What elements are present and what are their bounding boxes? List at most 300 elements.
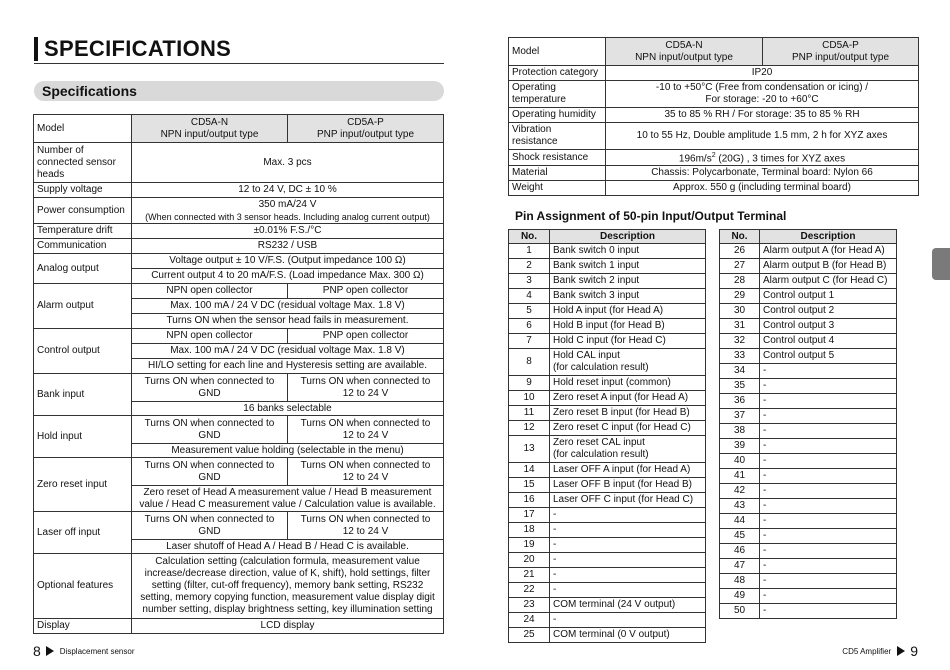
table-row	[34, 554, 444, 619]
table-row	[720, 589, 897, 604]
spec-value: Approx. 550 g (including terminal board)	[606, 181, 919, 196]
pin-description	[760, 289, 897, 304]
table-row	[509, 81, 919, 108]
pin-description-line: -	[763, 455, 767, 466]
table-row	[34, 239, 444, 254]
pin-description-line: -	[763, 470, 767, 481]
pin-number: 33	[720, 349, 760, 364]
pin-description-line: -	[763, 410, 767, 421]
pin-number: 44	[720, 514, 760, 529]
pin-number: 28	[720, 274, 760, 289]
spec-value: 16 banks selectable	[132, 402, 444, 416]
table-row	[720, 574, 897, 589]
pin-description-line: Alarm output B (for Head B)	[763, 260, 887, 271]
pin-number: 2	[509, 259, 550, 274]
pin-description-line: Hold CAL input	[553, 350, 620, 361]
pin-number: 31	[720, 319, 760, 334]
pin-description-line: Hold reset input (common)	[553, 377, 671, 388]
p-type: PNP input/output type	[791, 51, 890, 63]
pin-description-line: Control output 4	[763, 335, 835, 346]
shock-exponent: 2	[711, 152, 716, 159]
pin-number: 39	[720, 439, 760, 454]
table-row	[720, 469, 897, 484]
shock-value-rest: (20G) , 3 times for XYZ axes	[715, 153, 846, 165]
pin-number: 42	[720, 484, 760, 499]
spec-label	[509, 123, 606, 150]
table-row	[509, 421, 706, 436]
p-model-header	[763, 38, 919, 66]
pin-section-title: Pin Assignment of 50-pin Input/Output Terminal	[515, 209, 787, 223]
heading-bar	[34, 37, 38, 61]
spec-value	[606, 81, 919, 108]
pin-number: 13	[509, 436, 550, 463]
pin-description-line: Control output 5	[763, 350, 835, 361]
table-row	[509, 259, 706, 274]
pin-header-row	[720, 230, 897, 244]
section-header	[34, 81, 444, 101]
spec-label: Operating humidity	[509, 108, 606, 123]
spec-value: NPN open collector	[132, 329, 288, 344]
zero-note-line2: value / Head C measurement value / Calculation value is available.	[139, 498, 436, 510]
n-type: NPN input/output type	[635, 51, 733, 63]
pin-description-line: -	[763, 365, 767, 376]
table-row	[720, 379, 897, 394]
bank-n-line1: Turns ON when connected to	[144, 375, 275, 387]
pin-description	[760, 394, 897, 409]
p-model-header	[288, 115, 444, 143]
table-row	[509, 123, 919, 150]
op-temp-label-line2: temperature	[512, 94, 566, 105]
pin-description-line: -	[553, 569, 557, 580]
spec-value: IP20	[606, 66, 919, 81]
spec-value	[606, 150, 919, 166]
table-row	[509, 583, 706, 598]
pin-description	[550, 304, 706, 319]
spec-value: 10 to 55 Hz, Double amplitude 1.5 mm, 2 h for XYZ axes	[606, 123, 919, 150]
table-row	[720, 319, 897, 334]
spec-value: Max. 100 mA / 24 V DC (residual voltage Max. 1.8 V)	[132, 299, 444, 314]
zero-p-line1: Turns ON when connected to	[300, 459, 431, 471]
pin-number: 7	[509, 334, 550, 349]
pin-description	[550, 568, 706, 583]
pin-number: 6	[509, 319, 550, 334]
pin-number: 1	[509, 244, 550, 259]
spec-value: Max. 100 mA / 24 V DC (residual voltage Max. 1.8 V)	[132, 344, 444, 359]
spec-value: RS232 / USB	[132, 239, 444, 254]
table-row	[509, 274, 706, 289]
pin-description	[760, 244, 897, 259]
pin-number: 21	[509, 568, 550, 583]
table-row	[509, 38, 919, 66]
spec-label: Power consumption	[34, 198, 132, 224]
laser-n-line2: GND	[198, 525, 221, 537]
n-model-header	[606, 38, 763, 66]
pin-number: 14	[509, 463, 550, 478]
pin-description	[550, 376, 706, 391]
spec-value: Turns ON when the sensor head fails in measurement.	[132, 314, 444, 329]
footer-text-left: Displacement sensor	[59, 646, 135, 656]
spec-label: Material	[509, 166, 606, 181]
page-number-left: 8	[33, 643, 41, 659]
pin-description-line: -	[553, 539, 557, 550]
pin-description	[760, 274, 897, 289]
pin-description-line: Hold C input (for Head C)	[553, 335, 666, 346]
pin-description	[760, 259, 897, 274]
pin-description-line: -	[553, 584, 557, 595]
table-row	[720, 364, 897, 379]
pin-description-line: Bank switch 0 input	[553, 245, 640, 256]
pin-description-line: Bank switch 2 input	[553, 275, 640, 286]
p-model: CD5A-P	[347, 116, 384, 128]
table-row	[509, 108, 919, 123]
pin-description	[550, 391, 706, 406]
pin-description	[550, 523, 706, 538]
pin-number: 20	[509, 553, 550, 568]
pin-number: 10	[509, 391, 550, 406]
pin-description	[760, 604, 897, 619]
pin-description-line: Zero reset CAL input	[553, 437, 645, 448]
pin-description	[550, 274, 706, 289]
spec-value: PNP open collector	[288, 284, 444, 299]
zero-note-line1: Zero reset of Head A measurement value / Head B measurement	[143, 486, 432, 498]
pin-description	[550, 508, 706, 523]
page-title: SPECIFICATIONS	[44, 36, 232, 61]
pin-description	[550, 493, 706, 508]
pin-description-line: -	[763, 395, 767, 406]
table-row	[34, 183, 444, 198]
spec-table-right	[508, 37, 919, 196]
title-rule	[34, 63, 444, 64]
hold-p-line1: Turns ON when connected to	[300, 417, 431, 429]
spec-value	[132, 458, 288, 486]
pin-number: 29	[720, 289, 760, 304]
pin-description	[760, 319, 897, 334]
pin-number: 43	[720, 499, 760, 514]
table-row	[509, 166, 919, 181]
pin-description-line: Hold A input (for Head A)	[553, 305, 664, 316]
pin-description	[760, 439, 897, 454]
pin-description-line: (for calculation result)	[553, 362, 649, 373]
pin-desc-header: Description	[760, 230, 897, 244]
pin-number: 9	[509, 376, 550, 391]
table-row	[509, 478, 706, 493]
table-row	[34, 374, 444, 402]
laser-n-line1: Turns ON when connected to	[144, 513, 275, 525]
table-row	[720, 394, 897, 409]
spec-value: 35 to 85 % RH / For storage: 35 to 85 % RH	[606, 108, 919, 123]
table-row	[720, 349, 897, 364]
table-row	[720, 484, 897, 499]
spec-value: PNP open collector	[288, 329, 444, 344]
spec-value	[132, 416, 288, 444]
pin-description-line: -	[763, 530, 767, 541]
spec-label	[509, 81, 606, 108]
pin-description-line: -	[763, 545, 767, 556]
pin-description	[760, 529, 897, 544]
spec-label: Protection category	[509, 66, 606, 81]
spec-label: Analog output	[34, 254, 132, 284]
pin-no-header: No.	[720, 230, 760, 244]
table-row	[720, 559, 897, 574]
pin-description	[760, 574, 897, 589]
pin-number: 17	[509, 508, 550, 523]
footer-right	[842, 643, 918, 659]
pin-description	[550, 628, 706, 643]
table-row	[509, 150, 919, 166]
table-row	[509, 538, 706, 553]
table-row	[34, 198, 444, 224]
spec-value	[132, 198, 444, 224]
spec-value: Laser shutoff of Head A / Head B / Head C is available.	[132, 540, 444, 554]
pin-description	[550, 319, 706, 334]
pin-description	[550, 538, 706, 553]
pin-description	[760, 514, 897, 529]
pin-number: 8	[509, 349, 550, 376]
vibration-label-line1: Vibration	[512, 124, 552, 135]
pin-description-line: -	[553, 524, 557, 535]
spec-value: Current output 4 to 20 mA/F.S. (Load impedance Max. 300 Ω)	[132, 269, 444, 284]
pin-description	[550, 244, 706, 259]
table-row	[34, 416, 444, 444]
section-title: Specifications	[42, 83, 137, 99]
table-row	[720, 424, 897, 439]
pin-description	[760, 559, 897, 574]
pin-desc-header: Description	[550, 230, 706, 244]
pin-description-line: -	[553, 614, 557, 625]
table-row	[34, 115, 444, 143]
pin-description	[760, 484, 897, 499]
spec-label: Control output	[34, 329, 132, 374]
pin-description-line: -	[553, 509, 557, 520]
pin-number: 18	[509, 523, 550, 538]
table-row	[720, 544, 897, 559]
pin-number: 27	[720, 259, 760, 274]
pin-description-line: -	[763, 500, 767, 511]
table-row	[509, 349, 706, 376]
pin-description-line: COM terminal (0 V output)	[553, 629, 670, 640]
pin-description-line: Zero reset A input (for Head A)	[553, 392, 689, 403]
p-type: PNP input/output type	[316, 128, 415, 140]
zero-n-line2: GND	[198, 471, 221, 483]
pin-number: 35	[720, 379, 760, 394]
triangle-right-icon	[897, 646, 905, 656]
n-model-header	[132, 115, 288, 143]
pin-number: 38	[720, 424, 760, 439]
spec-label: Hold input	[34, 416, 132, 458]
pin-description	[550, 289, 706, 304]
table-row	[720, 334, 897, 349]
optional-line: Calculation setting (calculation formula, measurement value	[155, 556, 420, 567]
table-row	[720, 259, 897, 274]
pin-description	[550, 406, 706, 421]
pin-description	[550, 436, 706, 463]
spec-value	[288, 374, 444, 402]
table-row	[720, 529, 897, 544]
table-row	[720, 514, 897, 529]
zero-p-line2: 12 to 24 V	[342, 471, 389, 483]
spec-label: Laser off input	[34, 512, 132, 554]
pin-description	[760, 454, 897, 469]
pin-description-line: -	[553, 554, 557, 565]
pin-description-line: -	[763, 605, 767, 616]
pin-description-line: Alarm output C (for Head C)	[763, 275, 888, 286]
optional-line: increase/decrease direction, value of K, shift), hold settings, filter	[144, 568, 431, 579]
table-row	[720, 274, 897, 289]
n-model: CD5A-N	[665, 39, 703, 51]
pin-description	[760, 304, 897, 319]
pin-number: 3	[509, 274, 550, 289]
pin-description-line: -	[763, 590, 767, 601]
footer-text-right: CD5 Amplifier	[842, 646, 892, 656]
pin-number: 4	[509, 289, 550, 304]
table-row	[509, 244, 706, 259]
optional-line: setting, memory copying function, measurement value display digit	[140, 592, 435, 603]
laser-p-line1: Turns ON when connected to	[300, 513, 431, 525]
pin-number: 41	[720, 469, 760, 484]
triangle-right-icon	[46, 646, 54, 656]
pin-description-line: Hold B input (for Head B)	[553, 320, 665, 331]
pin-number: 11	[509, 406, 550, 421]
spec-value	[288, 458, 444, 486]
pin-description	[550, 259, 706, 274]
n-type: NPN input/output type	[160, 128, 259, 140]
spec-label: Optional features	[34, 554, 132, 619]
spec-value: 12 to 24 V, DC ± 10 %	[132, 183, 444, 198]
pin-number: 48	[720, 574, 760, 589]
pin-number: 47	[720, 559, 760, 574]
pin-number: 25	[509, 628, 550, 643]
pin-description	[550, 463, 706, 478]
spec-value: HI/LO setting for each line and Hysteresis setting are available.	[132, 359, 444, 374]
table-row	[720, 454, 897, 469]
pin-description	[550, 583, 706, 598]
table-row	[509, 523, 706, 538]
spec-value: LCD display	[132, 619, 444, 634]
pin-number: 50	[720, 604, 760, 619]
spec-label: Zero reset input	[34, 458, 132, 512]
pin-number: 23	[509, 598, 550, 613]
pin-description	[760, 589, 897, 604]
optional-line: number setting, display brightness setting, key illumination setting	[142, 604, 433, 615]
pin-description	[760, 544, 897, 559]
hold-n-line2: GND	[198, 429, 221, 441]
spec-label: Communication	[34, 239, 132, 254]
table-row	[720, 244, 897, 259]
model-label: Model	[34, 115, 132, 143]
pin-description	[760, 469, 897, 484]
page-number-right: 9	[910, 643, 918, 659]
power-note: (When connected with 3 sensor heads. Including analog current output)	[145, 211, 430, 222]
pin-number: 16	[509, 493, 550, 508]
table-row	[34, 143, 444, 183]
pin-description	[550, 553, 706, 568]
pin-description	[550, 598, 706, 613]
hold-p-line2: 12 to 24 V	[342, 429, 389, 441]
pin-description-line: Laser OFF B input (for Head B)	[553, 479, 692, 490]
pin-number: 46	[720, 544, 760, 559]
bank-p-line2: 12 to 24 V	[342, 387, 389, 399]
table-row	[720, 289, 897, 304]
pin-number: 36	[720, 394, 760, 409]
power-value: 350 mA/24 V	[258, 198, 317, 210]
pin-description-line: (for calculation result)	[553, 449, 649, 460]
spec-table-left	[33, 114, 444, 634]
spec-value	[132, 374, 288, 402]
table-row	[720, 409, 897, 424]
pin-description-line: -	[763, 575, 767, 586]
table-row	[509, 508, 706, 523]
pin-description	[550, 421, 706, 436]
table-row	[720, 304, 897, 319]
pin-description	[760, 409, 897, 424]
spec-value: ±0.01% F.S./°C	[132, 224, 444, 239]
spec-value: Chassis: Polycarbonate, Terminal board: Nylon 66	[606, 166, 919, 181]
model-label: Model	[509, 38, 606, 66]
pin-number: 5	[509, 304, 550, 319]
table-row	[34, 329, 444, 344]
optional-line: setting (filter, cut-off frequency), memory bank setting, RS232	[151, 580, 424, 591]
table-row	[509, 598, 706, 613]
table-row	[509, 334, 706, 349]
spec-label: Temperature drift	[34, 224, 132, 239]
op-temp-value-line1: -10 to +50°C (Free from condensation or icing) /	[655, 82, 869, 93]
table-row	[34, 224, 444, 239]
pin-description	[760, 364, 897, 379]
spec-label: Shock resistance	[509, 150, 606, 166]
pin-description-line: Bank switch 3 input	[553, 290, 640, 301]
spec-label: Weight	[509, 181, 606, 196]
table-row	[509, 553, 706, 568]
pin-description-line: Control output 2	[763, 305, 835, 316]
pin-number: 12	[509, 421, 550, 436]
pin-description	[760, 424, 897, 439]
pin-description	[760, 379, 897, 394]
pin-description-line: COM terminal (24 V output)	[553, 599, 676, 610]
spec-value: Voltage output ± 10 V/F.S. (Output impedance 100 Ω)	[132, 254, 444, 269]
spec-value: NPN open collector	[132, 284, 288, 299]
op-temp-label-line1: Operating	[512, 82, 556, 93]
table-row	[509, 319, 706, 334]
pin-description-line: -	[763, 515, 767, 526]
spec-label: Supply voltage	[34, 183, 132, 198]
table-row	[509, 376, 706, 391]
pin-description-line: Control output 3	[763, 320, 835, 331]
table-row	[509, 181, 919, 196]
table-row	[509, 493, 706, 508]
pin-table-right	[719, 229, 897, 619]
pin-number: 45	[720, 529, 760, 544]
table-row	[720, 604, 897, 619]
spec-value: Measurement value holding (selectable in the menu)	[132, 444, 444, 458]
pin-number: 22	[509, 583, 550, 598]
pin-description-line: -	[763, 425, 767, 436]
op-temp-value-line2: For storage: -20 to +60°C	[705, 94, 819, 105]
chapter-tab	[932, 248, 950, 280]
pin-number: 24	[509, 613, 550, 628]
pin-description	[760, 334, 897, 349]
table-row	[509, 289, 706, 304]
p-model: CD5A-P	[822, 39, 859, 51]
pin-description-line: Laser OFF C input (for Head C)	[553, 494, 694, 505]
pin-description-line: -	[763, 560, 767, 571]
pin-description-line: Zero reset C input (for Head C)	[553, 422, 691, 433]
bank-p-line1: Turns ON when connected to	[300, 375, 431, 387]
pin-number: 30	[720, 304, 760, 319]
shock-value: 196m/s	[678, 153, 712, 165]
spec-value	[132, 512, 288, 540]
spec-value	[132, 554, 444, 619]
pin-description-line: Bank switch 1 input	[553, 260, 640, 271]
